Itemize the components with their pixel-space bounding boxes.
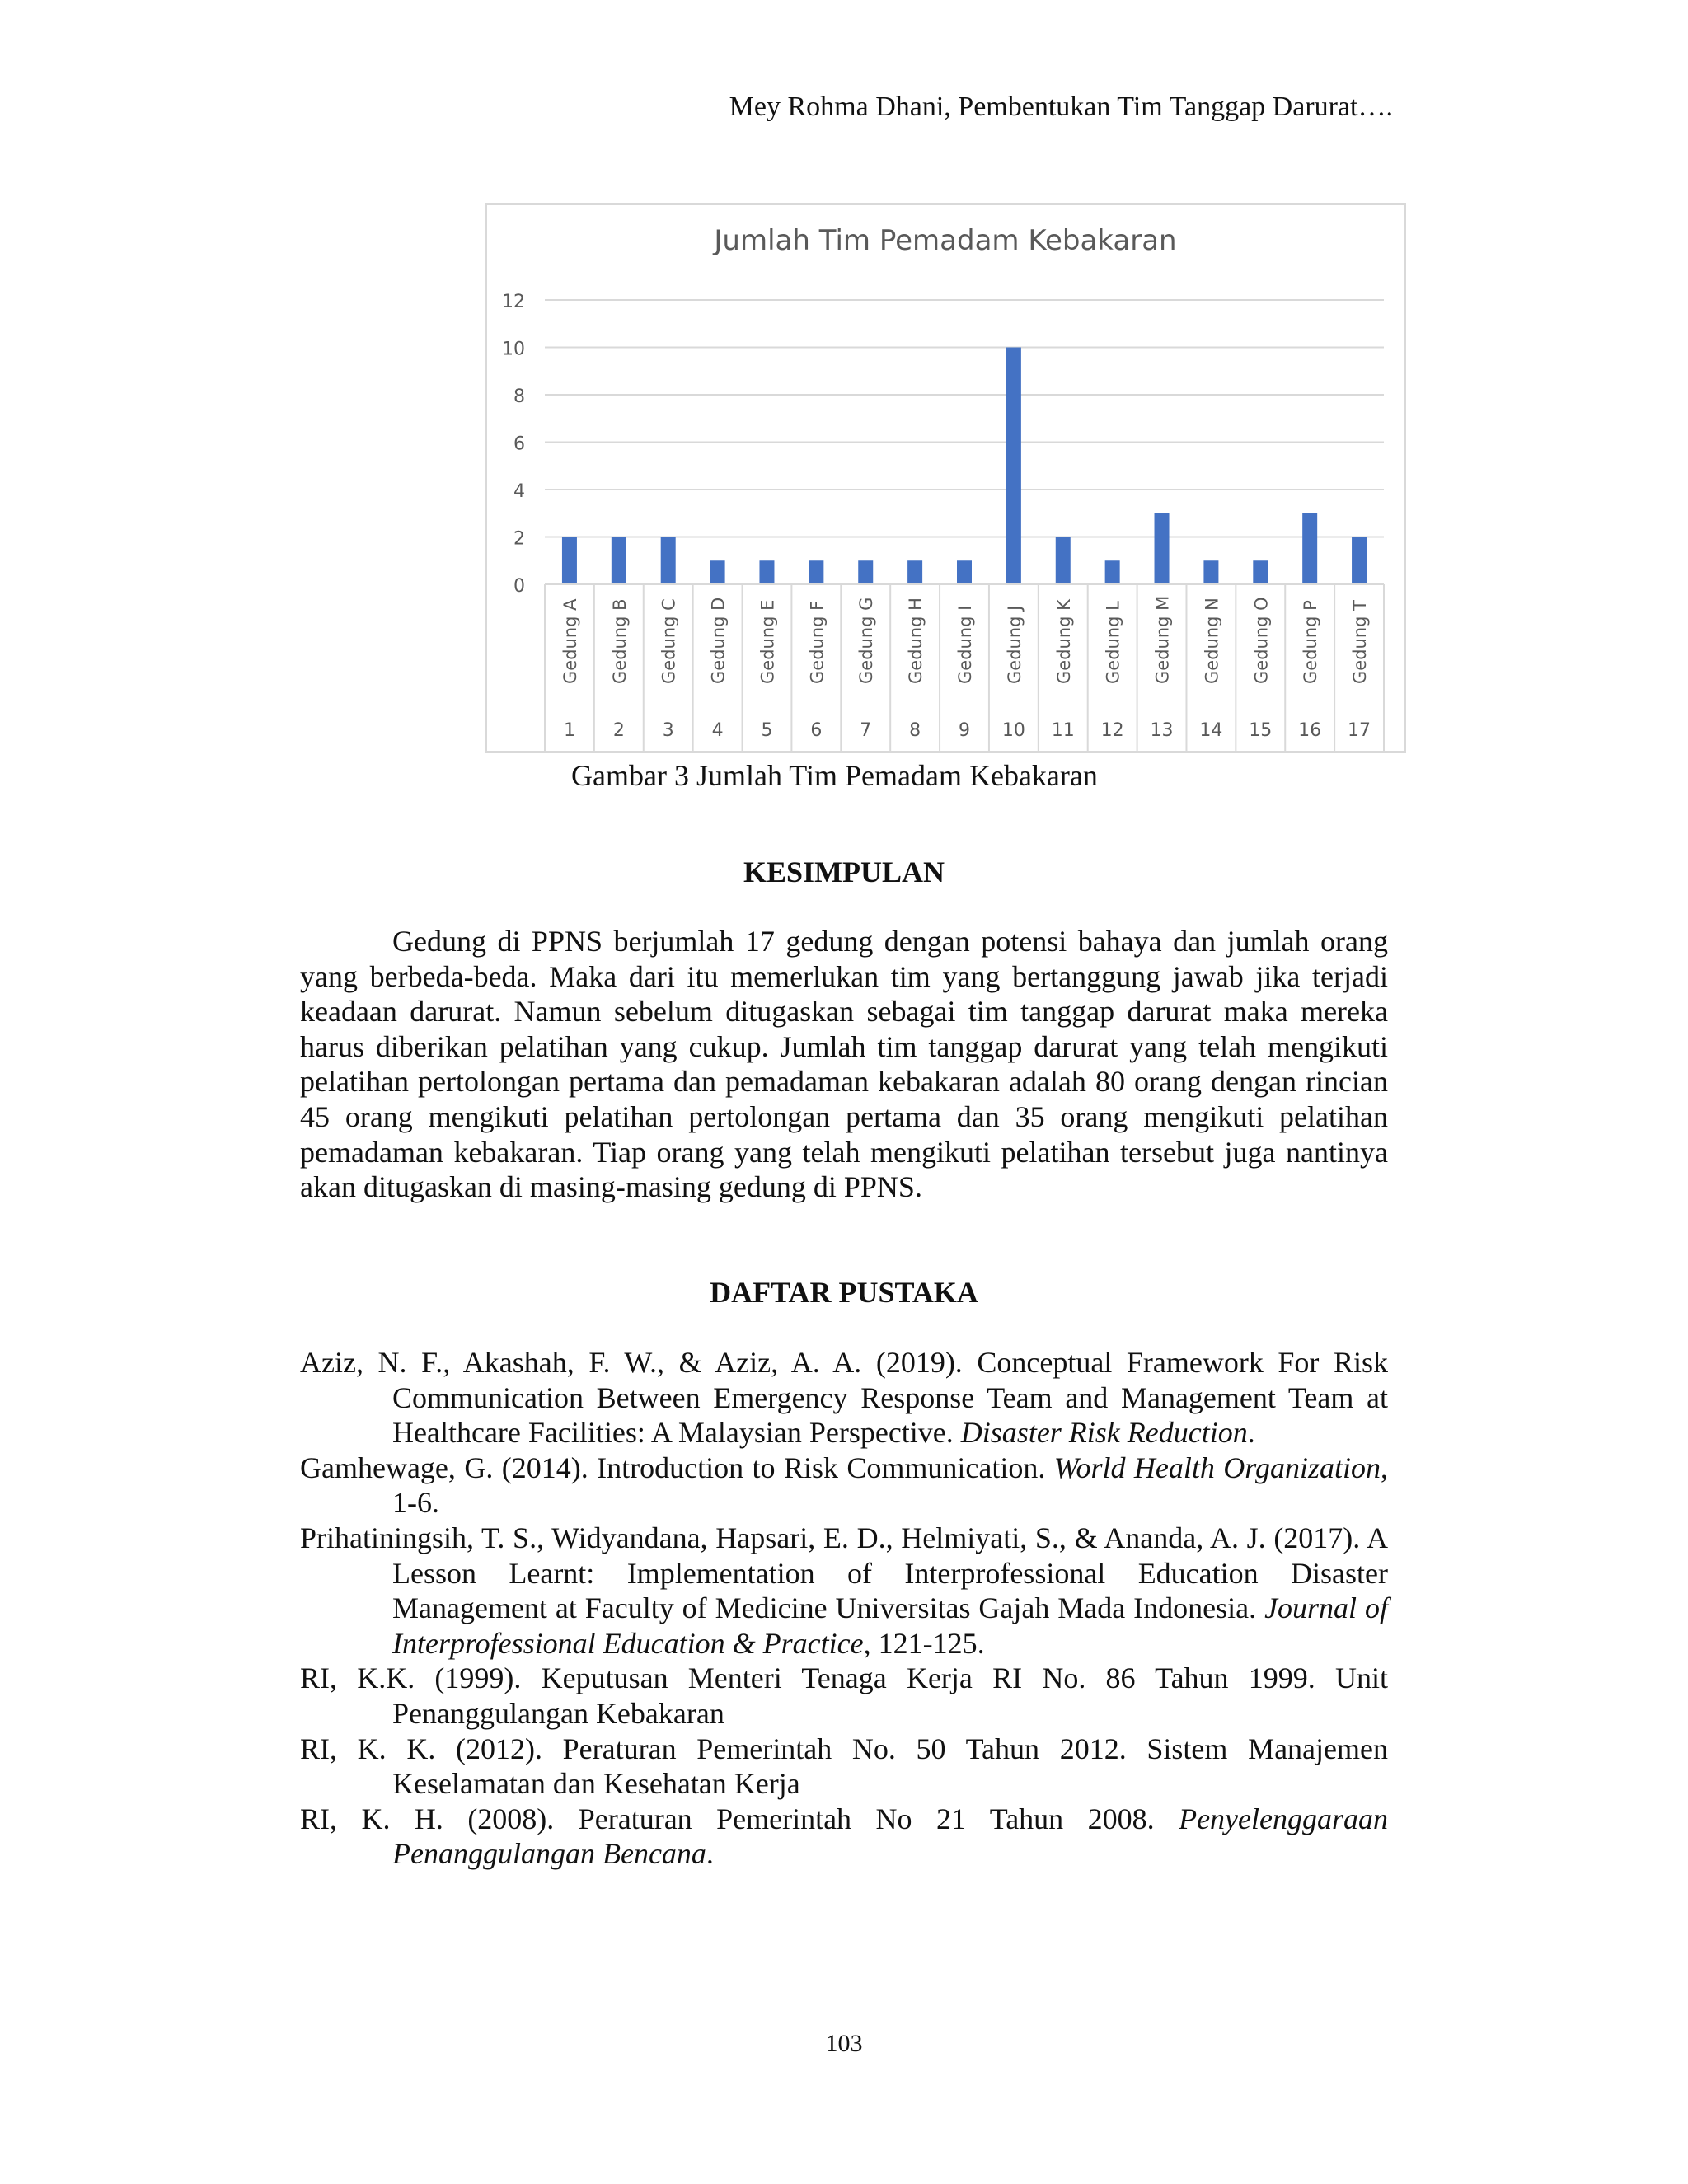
x-category-label: Gedung O <box>1251 597 1272 684</box>
x-number-label: 6 <box>810 720 823 741</box>
page-number: 103 <box>825 2030 863 2057</box>
bar <box>809 560 823 584</box>
x-number-label: 11 <box>1051 720 1075 741</box>
x-number-label: 16 <box>1298 720 1322 741</box>
chart-title: Jumlah Tim Pemadam Kebakaran <box>714 224 1177 257</box>
bar <box>710 560 725 584</box>
bar <box>661 537 676 585</box>
x-category-label: Gedung A <box>560 598 580 684</box>
bar <box>1155 513 1170 584</box>
x-number-label: 10 <box>1001 720 1025 741</box>
y-tick-label: 10 <box>502 339 525 360</box>
y-axis-ticks <box>502 292 525 597</box>
bar <box>1203 560 1218 584</box>
x-category-label: Gedung D <box>708 597 729 684</box>
bar <box>957 560 972 584</box>
x-number-label: 14 <box>1199 720 1223 741</box>
reference-list <box>300 1345 1388 1872</box>
reference-item: RI, K. H. (2008). Peraturan Pemerintah No 21 Tahun 2008. Penyelenggaraan Penanggulangan Bencana. <box>300 1802 1388 1871</box>
reference-item: RI, K.K. (1999). Keputusan Menteri Tenaga Kerja RI No. 86 Tahun 1999. Unit Penanggulangan Kebakaran <box>300 1661 1388 1730</box>
y-tick-label: 6 <box>513 434 525 455</box>
category-table <box>545 584 1384 751</box>
x-number-label: 4 <box>711 720 724 741</box>
section-heading-daftar-pustaka: DAFTAR PUSTAKA <box>710 1276 978 1309</box>
bar <box>858 560 873 584</box>
y-tick-label: 8 <box>513 387 525 407</box>
bar <box>759 560 774 584</box>
bars <box>562 348 1367 585</box>
bar <box>1006 348 1021 585</box>
x-category-label: Gedung N <box>1202 598 1222 684</box>
bar-chart <box>487 205 1404 751</box>
bar <box>1056 537 1071 585</box>
x-category-label: Gedung J <box>1004 605 1025 684</box>
bar <box>1253 560 1268 584</box>
figure-caption: Gambar 3 Jumlah Tim Pemadam Kebakaran <box>571 759 1098 792</box>
section-heading-kesimpulan: KESIMPULAN <box>743 855 945 888</box>
x-category-label: Gedung T <box>1350 600 1371 684</box>
x-number-label: 7 <box>860 720 872 741</box>
x-number-label: 12 <box>1100 720 1124 741</box>
x-category-label: Gedung M <box>1152 595 1173 684</box>
x-category-label: Gedung H <box>906 598 926 684</box>
x-category-label: Gedung C <box>659 598 679 684</box>
bar <box>907 560 922 584</box>
bar <box>1302 513 1317 584</box>
reference-item: RI, K. K. (2012). Peraturan Pemerintah No. 50 Tahun 2012. Sistem Manajemen Keselamatan dan Kesehatan Kerja <box>300 1732 1388 1801</box>
bar <box>562 537 577 585</box>
bar <box>612 537 626 585</box>
y-tick-label: 12 <box>502 292 525 312</box>
x-category-label: Gedung K <box>1053 599 1074 684</box>
x-number-label: 2 <box>612 720 625 741</box>
x-number-label: 5 <box>761 720 773 741</box>
bar <box>1105 560 1120 584</box>
running-head: Mey Rohma Dhani, Pembentukan Tim Tanggap Darurat…. <box>729 91 1393 122</box>
x-category-label: Gedung G <box>856 597 877 684</box>
reference-item: Aziz, N. F., Akashah, F. W., & Aziz, A. A. (2019). Conceptual Framework For Risk Communication Between Emergency Response Team and Management Team at Healthcare Facilities: A Malaysian Perspective. Disaster Risk Reduction. <box>300 1346 1388 1450</box>
x-number-label: 15 <box>1249 720 1273 741</box>
x-category-label: Gedung F <box>807 600 828 684</box>
x-category-label: Gedung L <box>1103 601 1123 684</box>
x-number-label: 13 <box>1150 720 1174 741</box>
x-category-label: Gedung I <box>955 605 975 684</box>
x-number-label: 9 <box>959 720 970 741</box>
x-number-label: 17 <box>1348 720 1372 741</box>
y-tick-label: 4 <box>513 481 525 502</box>
x-number-label: 8 <box>909 720 921 741</box>
x-category-label: Gedung E <box>757 599 778 684</box>
figure-chart <box>485 203 1406 753</box>
reference-item: Prihatiningsih, T. S., Widyandana, Hapsari, E. D., Helmiyati, S., & Ananda, A. J. (2017). A Lesson Learnt: Implementation of Interprofessional Education Disaster Management at Faculty of Medicine Universitas Gajah Mada Indonesia. Journal of Interprofessional Education & Practice, 121-125. <box>300 1521 1388 1660</box>
x-number-label: 3 <box>662 720 674 741</box>
y-tick-label: 0 <box>513 576 525 597</box>
x-category-label: Gedung B <box>609 598 630 684</box>
bar <box>1352 537 1367 585</box>
y-tick-label: 2 <box>513 528 525 550</box>
x-number-label: 1 <box>563 720 575 741</box>
kesimpulan-paragraph: Gedung di PPNS berjumlah 17 gedung dengan potensi bahaya dan jumlah orang yang berbeda-beda. Maka dari itu memerlukan tim yang bertanggung jawab jika terjadi keadaan darurat. Namun sebelum ditugaskan sebagai tim tanggap darurat maka mereka harus diberikan pelatihan yang cukup. Jumlah tim tanggap darurat yang telah mengikuti pelatihan pertolongan pertama dan pemadaman kebakaran adalah 80 orang dengan rincian 45 orang mengikuti pelatihan pertolongan pertama dan 35 orang mengikuti pelatihan pemadaman kebakaran. Tiap orang yang telah mengikuti pelatihan tersebut juga nantinya akan ditugaskan di masing-masing gedung di PPNS. <box>300 925 1388 1204</box>
x-category-label: Gedung P <box>1301 600 1321 684</box>
reference-item: Gamhewage, G. (2014). Introduction to Risk Communication. World Health Organization, 1-6. <box>300 1451 1388 1520</box>
